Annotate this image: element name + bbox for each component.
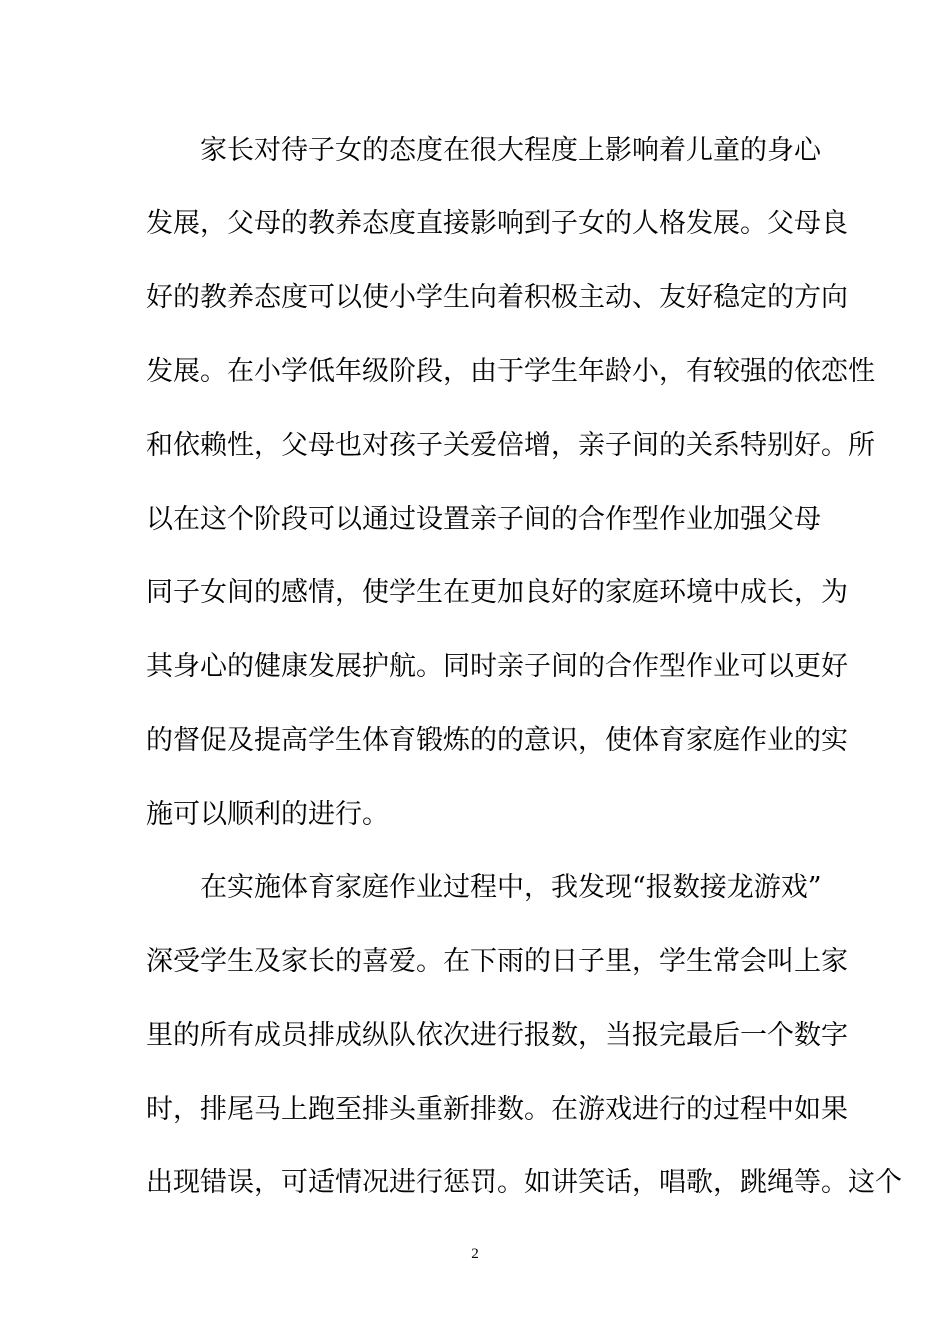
paragraph-2-line-2: 深受学生及家长的喜爱。在下雨的日子里，学生常会叫上家 — [146, 946, 848, 977]
paragraph-1-line-1: 家长对待子女的态度在很大程度上影响着儿童的身心 — [200, 135, 821, 166]
paragraph-1-line-2: 发展，父母的教养态度直接影响到子女的人格发展。父母良 — [146, 208, 848, 239]
paragraph-1-line-7: 同子女间的感情，使学生在更加良好的家庭环境中成长，为 — [146, 577, 848, 608]
paragraph-1-line-9: 的督促及提高学生体育锻炼的的意识，使体育家庭作业的实 — [146, 725, 848, 756]
paragraph-1-line-4: 发展。在小学低年级阶段，由于学生年龄小，有较强的依恋性 — [146, 356, 875, 387]
page-number: 2 — [471, 1246, 479, 1262]
paragraph-1-line-3: 好的教养态度可以使小学生向着积极主动、友好稳定的方向 — [146, 282, 848, 313]
paragraph-2-line-4: 时，排尾马上跑至排头重新排数。在游戏进行的过程中如果 — [146, 1094, 848, 1125]
paragraph-1-line-5: 和依赖性，父母也对孩子关爱倍增，亲子间的关系特别好。所 — [146, 430, 875, 461]
paragraph-2-line-3: 里的所有成员排成纵队依次进行报数，当报完最后一个数字 — [146, 1020, 848, 1051]
paragraph-2-line-5: 出现错误，可适情况进行惩罚。如讲笑话，唱歌，跳绳等。这个 — [146, 1167, 902, 1198]
paragraph-2-line-1: 在实施体育家庭作业过程中，我发现“报数接龙游戏” — [200, 872, 822, 903]
paragraph-1-line-8: 其身心的健康发展护航。同时亲子间的合作型作业可以更好 — [146, 651, 848, 682]
paragraph-1-line-10: 施可以顺利的进行。 — [146, 799, 389, 830]
paragraph-1-line-6: 以在这个阶段可以通过设置亲子间的合作型作业加强父母 — [146, 504, 821, 535]
